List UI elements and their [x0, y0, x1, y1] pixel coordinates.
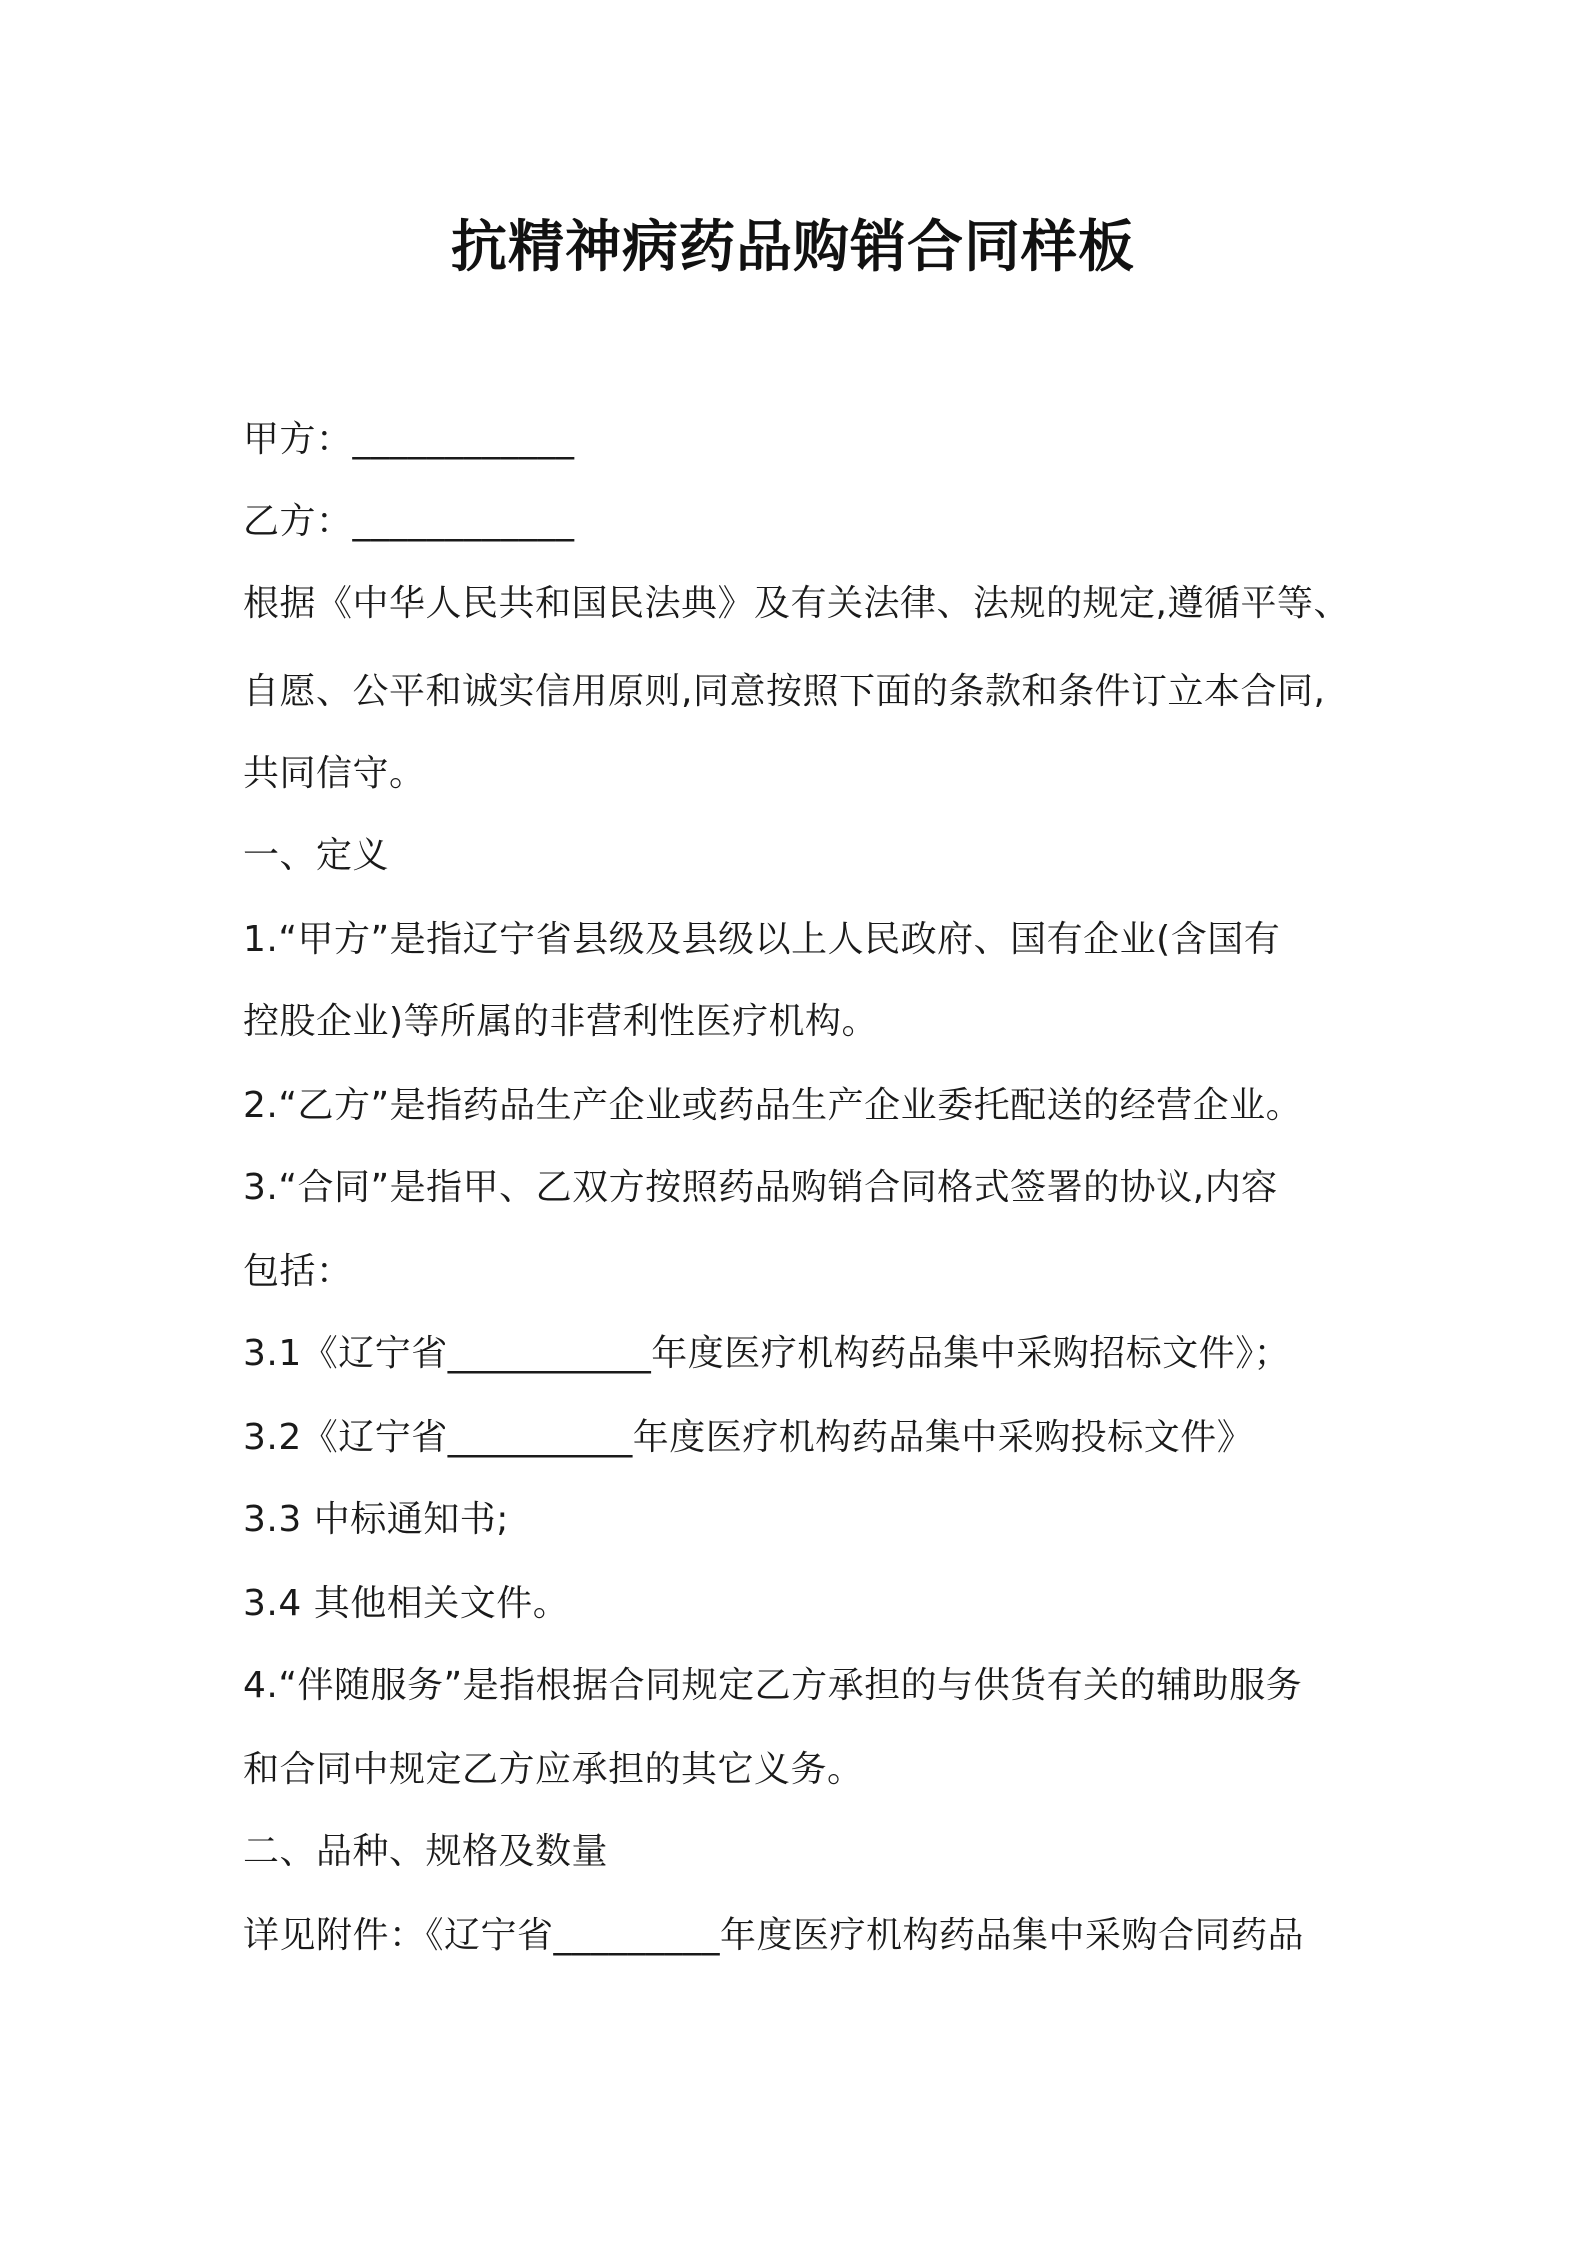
paragraph-line: 4.“伴随服务”是指根据合同规定乙方承担的与供货有关的辅助服务	[243, 1665, 1303, 1706]
paragraph-line: 根据《中华人民共和国民法典》及有关法律、法规的规定,遵循平等、	[243, 583, 1350, 624]
paragraph-line: 自愿、公平和诚实信用原则,同意按照下面的条款和条件订立本合同,	[243, 671, 1326, 712]
document-title: 抗精神病药品购销合同样板	[451, 215, 1135, 280]
section-heading: 一、定义	[243, 835, 390, 876]
list-item: 3.1《辽宁省___________年度医疗机构药品集中采购招标文件》；	[243, 1333, 1291, 1374]
paragraph-line: 共同信守。	[243, 753, 426, 794]
list-item: 3.4 其他相关文件。	[243, 1583, 570, 1624]
paragraph-line: 1.“甲方”是指辽宁省县级及县级以上人民政府、国有企业(含国有	[243, 919, 1281, 960]
paragraph-line: 包括：	[243, 1251, 353, 1292]
paragraph-line: 2.“乙方”是指药品生产企业或药品生产企业委托配送的经营企业。	[243, 1085, 1303, 1126]
party-b-line: 乙方：____________	[243, 501, 575, 542]
paragraph-line: 和合同中规定乙方应承担的其它义务。	[243, 1749, 864, 1790]
party-a-line: 甲方：____________	[243, 419, 575, 460]
paragraph-line: 控股企业)等所属的非营利性医疗机构。	[243, 1001, 879, 1042]
paragraph-line: 详见附件：《辽宁省_________年度医疗机构药品集中采购合同药品	[243, 1915, 1305, 1956]
section-heading: 二、品种、规格及数量	[243, 1831, 609, 1872]
paragraph-line: 3.“合同”是指甲、乙双方按照药品购销合同格式签署的协议,内容	[243, 1167, 1278, 1208]
list-item: 3.3 中标通知书;	[243, 1499, 509, 1540]
list-item: 3.2《辽宁省__________年度医疗机构药品集中采购投标文件》	[243, 1417, 1254, 1458]
